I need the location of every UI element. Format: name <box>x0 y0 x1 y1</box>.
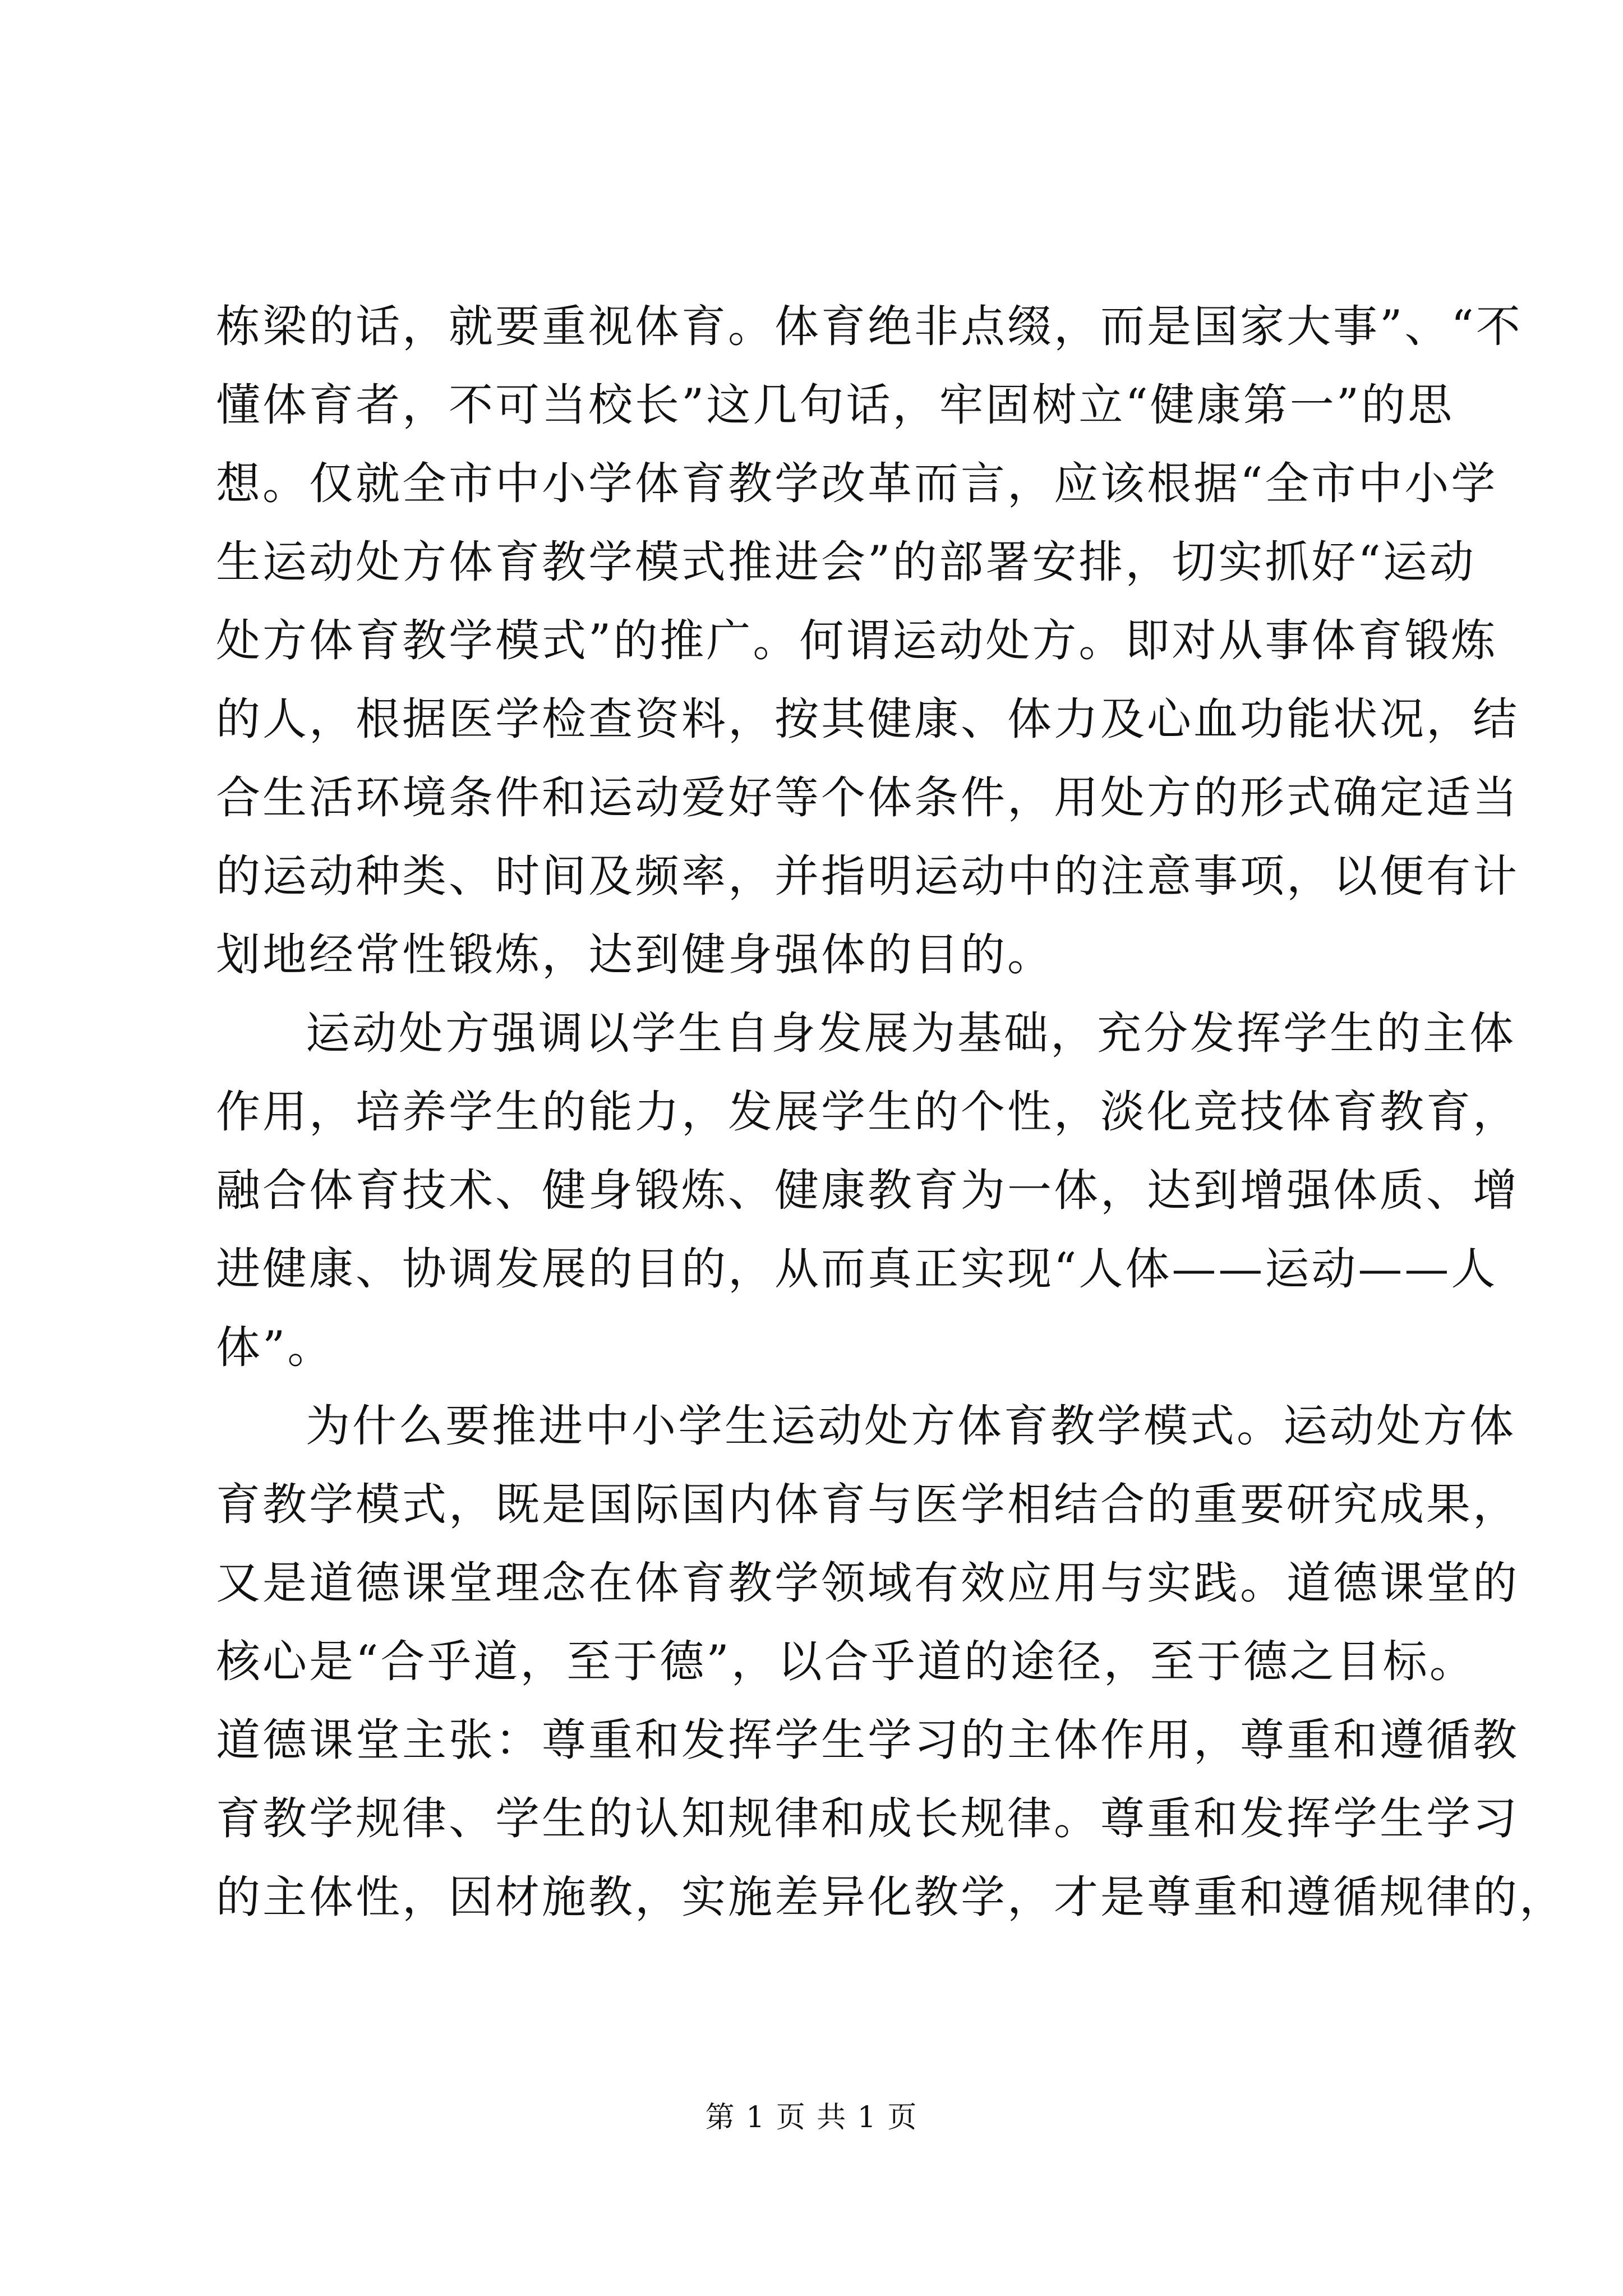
text-line: 的人，根据医学检查资料，按其健康、体力及心血功能状况，结 <box>216 693 1519 745</box>
text-line: 想。仅就全市中小学体育教学改革而言，应该根据“全市中小学 <box>216 458 1498 509</box>
text-line: 进健康、协调发展的目的，从而真正实现“人体——运动——人 <box>216 1243 1498 1295</box>
text-line: 处方体育教学模式”的推广。何谓运动处方。即对从事体育锻炼 <box>216 615 1498 666</box>
page-number-footer: 第 1 页 共 1 页 <box>705 2101 918 2134</box>
text-line: 体”。 <box>216 1322 334 1373</box>
text-line: 运动处方强调以学生自身发展为基础，充分发挥学生的主体 <box>306 1007 1516 1059</box>
text-line: 生运动处方体育教学模式推进会”的部署安排，切实抓好“运动 <box>216 536 1476 588</box>
text-line: 融合体育技术、健身锻炼、健康教育为一体，达到增强体质、增 <box>216 1165 1519 1216</box>
text-line: 为什么要推进中小学生运动处方体育教学模式。运动处方体 <box>306 1400 1516 1452</box>
document-body <box>216 287 1566 1936</box>
text-line: 栋梁的话，就要重视体育。体育绝非点缀，而是国家大事”、“不 <box>216 301 1523 352</box>
text-line: 育教学规律、学生的认知规律和成长规律。尊重和发挥学生学习 <box>216 1793 1519 1844</box>
paragraph-3 <box>216 1387 1566 1936</box>
text-line: 的运动种类、时间及频率，并指明运动中的注意事项，以便有计 <box>216 850 1519 902</box>
paragraph-2 <box>216 994 1519 1387</box>
text-line: 核心是“合乎道，至于德”，以合乎道的途径，至于德之目标。 <box>216 1636 1476 1687</box>
text-line: 合生活环境条件和运动爱好等个体条件，用处方的形式确定适当 <box>216 772 1519 823</box>
text-line: 育教学模式，既是国际国内体育与医学相结合的重要研究成果， <box>216 1479 1519 1530</box>
text-line: 懂体育者，不可当校长”这几句话，牢固树立“健康第一”的思 <box>216 379 1455 431</box>
text-line: 的主体性，因材施教，实施差异化教学，才是尊重和遵循规律的， <box>216 1871 1566 1923</box>
text-line: 又是道德课堂理念在体育教学领域有效应用与实践。道德课堂的 <box>216 1557 1519 1609</box>
text-line: 道德课堂主张：尊重和发挥学生学习的主体作用，尊重和遵循教 <box>216 1714 1519 1766</box>
text-line: 作用，培养学生的能力，发展学生的个性，淡化竞技体育教育， <box>216 1086 1519 1138</box>
paragraph-1 <box>216 287 1523 994</box>
text-line: 划地经常性锻炼，达到健身强体的目的。 <box>216 929 1054 981</box>
